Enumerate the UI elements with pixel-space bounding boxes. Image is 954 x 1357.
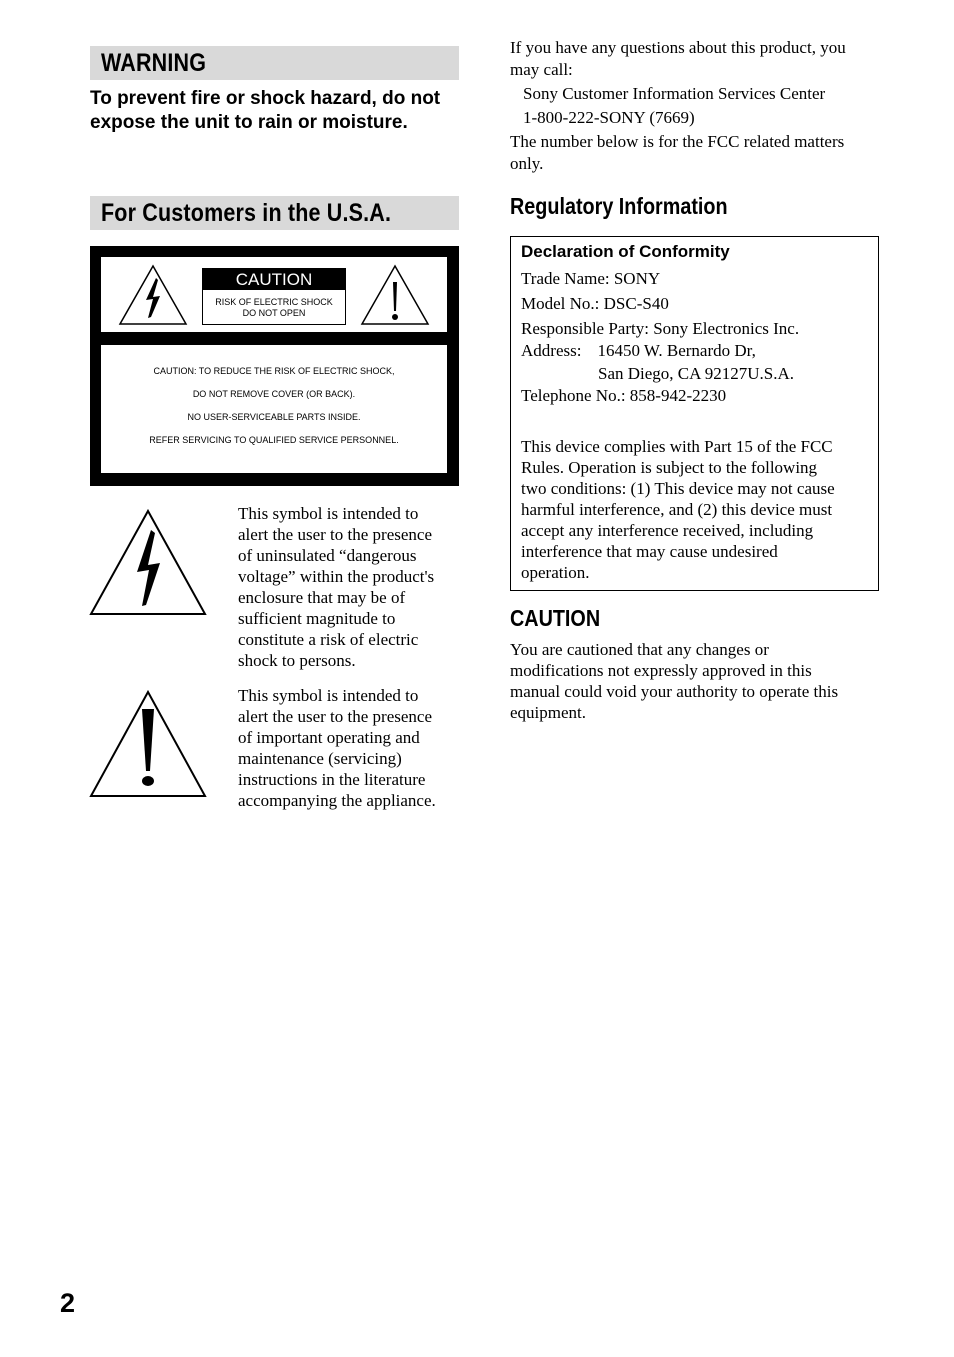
fcc-note: The number below is for the FCC related matters only. [510, 132, 845, 173]
contact-center: Sony Customer Information Services Center 1-800-222-SONY (7669) [523, 82, 883, 130]
label-line-3: NO USER-SERVICEABLE PARTS INSIDE. [187, 412, 361, 422]
caution-box-sub1: RISK OF ELECTRIC SHOCK [215, 297, 333, 307]
warning-text: To prevent fire or shock hazard, do not expose the unit to rain or moisture. [90, 88, 441, 133]
compliance-statement: This device complies with Part 15 of the FCC Rules. Operation is subject to the following two conditions: (1) This device may not cause harmful interference, and (2) this device must accept any interference received, including interference that may cause undesired operation. [521, 437, 835, 582]
telephone: Telephone No.: 858-942-2230 [521, 386, 727, 405]
declaration-details [521, 266, 871, 341]
responsible-party: Responsible Party: Sony Electronics Inc. [521, 319, 800, 338]
exclamation-warning-icon [360, 264, 430, 326]
caution-heading: CAUTION [510, 605, 601, 631]
label-line-2: DO NOT REMOVE COVER (OR BACK). [192, 389, 356, 399]
lightning-warning-icon [118, 264, 188, 326]
declaration-address: Address: 16450 W. Bernardo Dr, San Diego, CA 92127U.S.A. Telephone No.: 858-942-2230 [521, 340, 871, 408]
label-line-4: REFER SERVICING TO QUALIFIED SERVICE PERSONNEL. [149, 435, 399, 445]
symbol2-description: This symbol is intended to alert the user to the presence of important operating and maintenance (servicing) instructions in the literature accompanying the appliance. [238, 686, 436, 810]
customers-heading: For Customers in the U.S.A. [90, 196, 459, 230]
exclamation-symbol-icon [89, 689, 207, 798]
declaration-title: Declaration of Conformity [521, 242, 730, 261]
caution-box-title: CAUTION [203, 269, 345, 290]
caution-text: You are cautioned that any changes or modifications not expressly approved in this manual could void your authority to operate this equipment. [510, 640, 839, 722]
lightning-symbol-icon [89, 508, 207, 616]
caution-box-sub2: DO NOT OPEN [242, 308, 306, 318]
page-number: 2 [60, 1288, 76, 1318]
regulatory-heading: Regulatory Information [510, 193, 728, 219]
warning-heading: WARNING [90, 46, 459, 80]
caution-label-bottom [101, 345, 447, 473]
symbol1-description: This symbol is intended to alert the user to the presence of uninsulated “dangerous voltage” within the product's enclosure that may be of sufficient magnitude to constitute a risk of electric shock to persons. [238, 504, 435, 670]
model-number: Model No.: DSC-S40 [521, 294, 669, 313]
trade-name: Trade Name: SONY [521, 269, 661, 288]
contact-intro: If you have any questions about this product, you may call: [510, 38, 846, 79]
contact-phone: 1-800-222-SONY (7669) [523, 108, 695, 127]
label-line-1: CAUTION: TO REDUCE THE RISK OF ELECTRIC SHOCK, [153, 366, 395, 376]
